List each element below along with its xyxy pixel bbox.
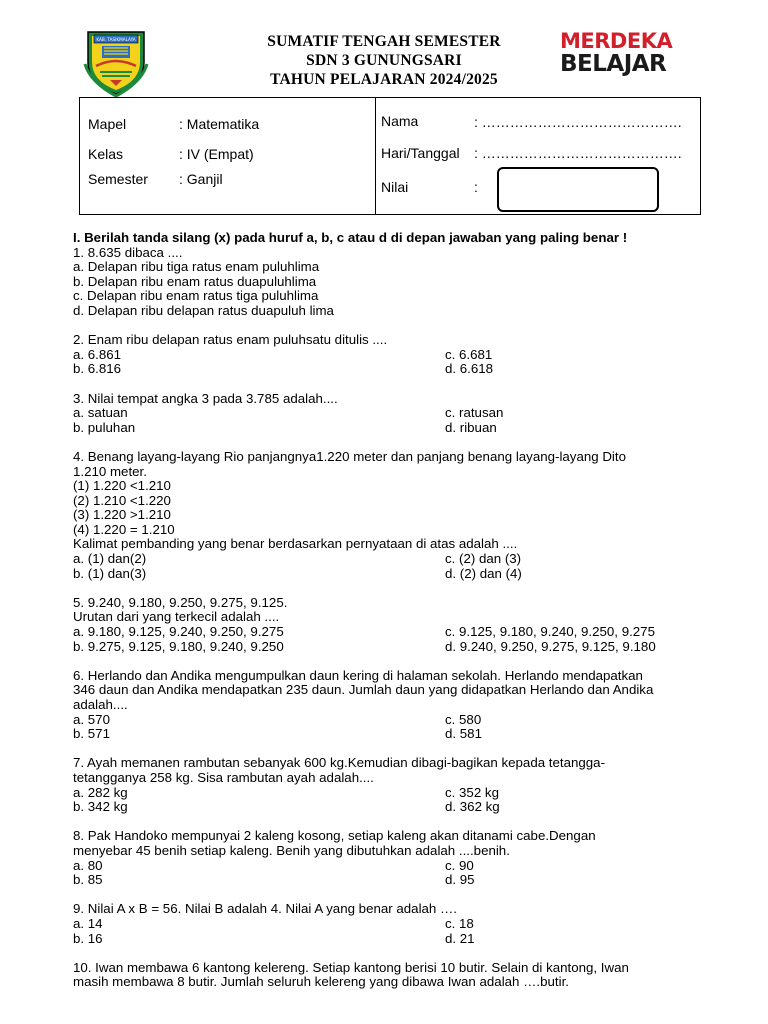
- option-b[interactable]: b. 571: [73, 726, 110, 742]
- question-9: [73, 902, 713, 946]
- question-text: 6. Herlando dan Andika mengumpulkan daun kering di halaman sekolah. Herlando mendapatkan: [73, 667, 643, 683]
- option-b[interactable]: b. 342 kg: [73, 799, 128, 815]
- score-colon: :: [474, 179, 478, 195]
- question-5: [73, 596, 713, 654]
- class-value: : IV (Empat): [179, 146, 254, 162]
- question-text: 5. 9.240, 9.180, 9.250, 9.275, 9.125.: [73, 594, 288, 610]
- date-label: Hari/Tanggal: [381, 145, 460, 161]
- subject-value: : Matematika: [179, 116, 260, 132]
- semester-value: : Ganjil: [179, 171, 223, 187]
- option-a[interactable]: a. 14: [73, 915, 103, 931]
- option-c[interactable]: c. 6.681: [445, 346, 493, 362]
- question-text: 2. Enam ribu delapan ratus enam puluhsatu ditulis ....: [73, 332, 388, 348]
- statement-3: (3) 1.220 >1.210: [73, 507, 171, 523]
- question-text: 3. Nilai tempat angka 3 pada 3.785 adalah....: [73, 390, 338, 406]
- question-text: 10. Iwan membawa 6 kantong kelereng. Setiap kantong berisi 10 butir. Selain di kantong, Iwan: [73, 959, 629, 975]
- question-text: 346 daun dan Andika mendapatkan 235 daun. Jumlah daun yang didapatkan Herlando dan Andika: [73, 682, 654, 698]
- question-text: 7. Ayah memanen rambutan sebanyak 600 kg.Kemudian dibagi-bagikan kepada tetangga-: [73, 755, 605, 771]
- merdeka-belajar-logo: [560, 29, 673, 77]
- question-list: [73, 231, 713, 990]
- instruction-text: I. Berilah tanda silang (x) pada huruf a, b, c atau d di depan jawaban yang paling benar !: [73, 230, 628, 245]
- option-a[interactable]: a. satuan: [73, 405, 128, 421]
- question-8: [73, 829, 713, 887]
- question-text: 8. Pak Handoko mempunyai 2 kaleng kosong, setiap kaleng akan ditanami cabe.Dengan: [73, 828, 596, 844]
- question-2: [73, 333, 713, 377]
- statement-2: (2) 1.210 <1.220: [73, 492, 171, 508]
- statement-1: (1) 1.220 <1.210: [73, 478, 171, 494]
- question-6: [73, 669, 713, 742]
- name-label: Nama: [381, 113, 419, 129]
- question-text: 4. Benang layang-layang Rio panjangnya1.220 meter dan panjang benang layang-layang Dito: [73, 448, 626, 464]
- question-10: [73, 961, 713, 990]
- question-text: 1. 8.635 dibaca ....: [73, 244, 183, 260]
- class-label: Kelas: [88, 146, 124, 162]
- option-c[interactable]: c. ratusan: [445, 405, 504, 421]
- brand-line-2: BELAJAR: [560, 51, 667, 77]
- option-a[interactable]: a. 570: [73, 711, 110, 727]
- option-a[interactable]: a. 282 kg: [73, 784, 128, 800]
- subject-label: Mapel: [88, 116, 127, 132]
- option-d[interactable]: d. 362 kg: [445, 799, 500, 815]
- question-text: adalah....: [73, 697, 128, 712]
- semester-label: Semester: [88, 171, 148, 187]
- option-a[interactable]: a. 9.180, 9.125, 9.240, 9.250, 9.275: [73, 624, 284, 640]
- option-b[interactable]: b. puluhan: [73, 419, 136, 435]
- date-field[interactable]: : …………………………………….: [474, 145, 682, 161]
- option-c[interactable]: c. 18: [445, 915, 474, 931]
- question-prompt: Kalimat pembanding yang benar berdasarkan pernyataan di atas adalah ....: [73, 536, 518, 552]
- option-b[interactable]: b. (1) dan(3): [73, 565, 147, 581]
- academic-year: TAHUN PELAJARAN 2024/2025: [270, 71, 498, 88]
- option-a[interactable]: a. 6.861: [73, 346, 122, 362]
- option-b[interactable]: b. 16: [73, 930, 103, 946]
- option-d[interactable]: d. (2) dan (4): [445, 565, 522, 581]
- question-prompt: Urutan dari yang terkecil adalah ....: [73, 609, 280, 625]
- statement-4: (4) 1.220 = 1.210: [73, 521, 175, 537]
- option-d[interactable]: d. 9.240, 9.250, 9.275, 9.125, 9.180: [445, 638, 656, 654]
- question-text: 1.210 meter.: [73, 463, 147, 479]
- option-d[interactable]: d. 21: [445, 930, 475, 946]
- name-field[interactable]: : …………………………………….: [474, 114, 682, 130]
- option-b[interactable]: b. 6.816: [73, 361, 122, 377]
- option-d[interactable]: d. Delapan ribu delapan ratus duapuluh lima: [73, 302, 334, 318]
- option-b[interactable]: b. 9.275, 9.125, 9.180, 9.240, 9.250: [73, 638, 284, 654]
- option-d[interactable]: d. 6.618: [445, 361, 494, 377]
- option-c[interactable]: c. Delapan ribu enam ratus tiga puluhlima: [73, 288, 319, 304]
- option-b[interactable]: b. 85: [73, 872, 103, 888]
- question-text: masih membawa 8 butir. Jumlah seluruh kelereng yang dibawa Iwan adalah ….butir.: [73, 974, 569, 990]
- option-c[interactable]: c. (2) dan (3): [445, 551, 522, 567]
- info-box-divider: [375, 98, 376, 214]
- school-name: SDN 3 GUNUNGSARI: [306, 52, 462, 69]
- question-text: tetangganya 258 kg. Sisa rambutan ayah adalah....: [73, 769, 374, 785]
- question-4: [73, 450, 713, 581]
- emblem-lettering: KAB. TASIKMALAYA: [96, 37, 136, 42]
- option-a[interactable]: a. 80: [73, 857, 103, 873]
- score-box[interactable]: [497, 167, 659, 212]
- option-d[interactable]: d. 95: [445, 872, 475, 888]
- option-b[interactable]: b. Delapan ribu enam ratus duapuluhlima: [73, 273, 317, 289]
- option-d[interactable]: d. 581: [445, 726, 482, 742]
- option-c[interactable]: c. 580: [445, 711, 482, 727]
- brand-line-1: MERDEKA: [560, 29, 673, 53]
- question-3: [73, 392, 713, 436]
- exam-title: SUMATIF TENGAH SEMESTER: [267, 33, 501, 50]
- option-c[interactable]: c. 90: [445, 857, 474, 873]
- option-c[interactable]: c. 352 kg: [445, 784, 499, 800]
- option-c[interactable]: c. 9.125, 9.180, 9.240, 9.250, 9.275: [445, 624, 655, 640]
- score-label: Nilai: [381, 179, 409, 195]
- question-text: 9. Nilai A x B = 56. Nilai B adalah 4. Nilai A yang benar adalah ….: [73, 901, 457, 917]
- school-district-emblem-icon: [80, 26, 152, 98]
- question-text: menyebar 45 benih setiap kaleng. Benih yang dibutuhkan adalah ....benih.: [73, 842, 510, 858]
- option-d[interactable]: d. ribuan: [445, 419, 497, 435]
- question-1: [73, 246, 713, 319]
- question-7: [73, 756, 713, 814]
- option-a[interactable]: a. (1) dan(2): [73, 551, 147, 567]
- option-a[interactable]: a. Delapan ribu tiga ratus enam puluhlima: [73, 259, 320, 275]
